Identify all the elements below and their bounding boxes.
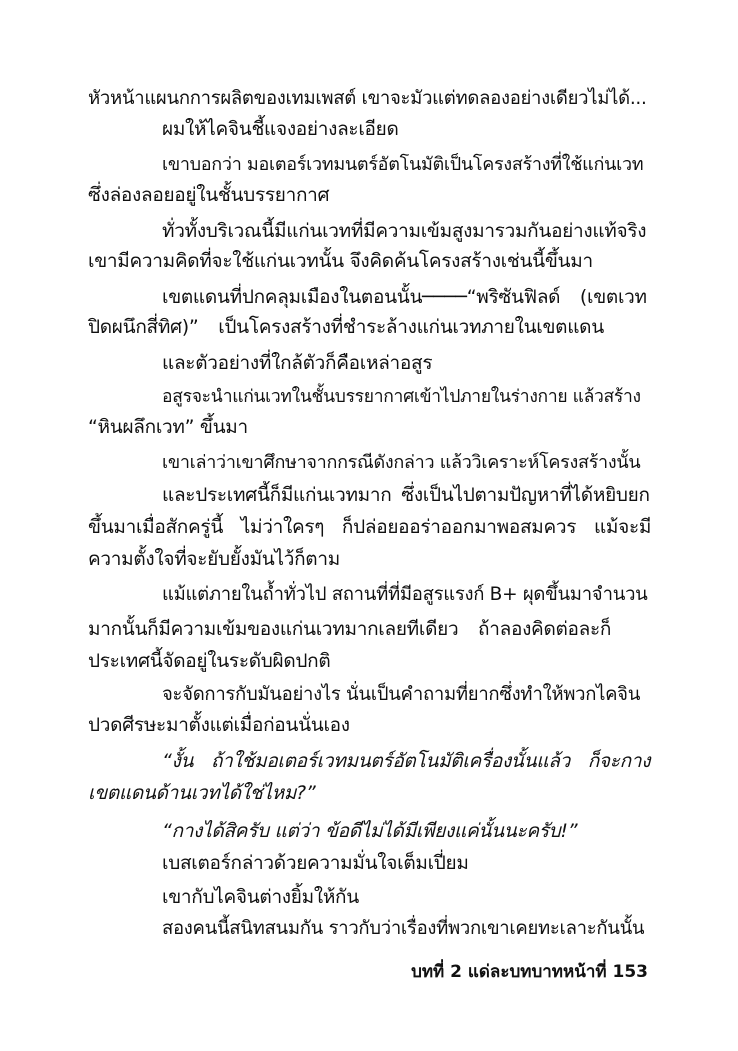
text-line: จะจัดการกับมันอย่างไร นั่นเป็นคำถามที่ยากซึ่งทำให้พวกไคจิน [162, 684, 641, 705]
text-line: ผมให้ไคจินชี้แจงอย่างละเอียด [162, 118, 399, 140]
text-line: ขึ้นมาเมื่อสักครู่นี้ ไม่ว่าใครๆ ก็ปล่อยออร่าออกมาพอสมควร แม้จะมี [88, 516, 652, 538]
text-line: เขามีความคิดที่จะใช้แก่นเวทนั้น จึงคิดค้นโครงสร้างเช่นนี้ขึ้นมา [88, 250, 593, 272]
page-footer: บทที่ 2 แด่ละบทบาทหน้าที่ 153 [411, 962, 648, 982]
text-line: ซึ่งล่องลอยอยู่ในชั้นบรรยากาศ [88, 184, 330, 206]
text-line: ปิดผนึกสี่ทิศ)” เป็นโครงสร้างที่ชำระล้างแก่นเวทภายในเขตแดน [88, 316, 604, 338]
text-line: “งั้น ถ้าใช้มอเตอร์เวทมนตร์อัตโนมัติเครื่องนั้นแล้ว ก็จะกาง [162, 750, 651, 772]
text-line: และตัวอย่างที่ใกล้ตัวก็คือเหล่าอสูร [162, 352, 433, 374]
text-line: เขตแดนด้านเวทได้ใช่ไหม?” [88, 782, 316, 804]
text-line: เบสเตอร์กล่าวด้วยความมั่นใจเต็มเปี่ยม [162, 852, 469, 874]
text-line: มากนั้นก็มีความเข้มของแก่นเวทมากเลยทีเดียว ถ้าลองคิดต่อละก็ [88, 618, 612, 640]
text-line: ปวดศีรษะมาตั้งแต่เมื่อก่อนนั่นเอง [88, 714, 350, 736]
text-line: สองคนนี้สนิทสนมกัน ราวกับว่าเรื่องที่พวกเขาเคยทะเลาะกันนั้น [162, 918, 645, 939]
text-line: ประเทศนี้จัดอยู่ในระดับผิดปกติ [88, 650, 331, 672]
text-line: เขาบอกว่า มอเตอร์เวทมนตร์อัตโนมัติเป็นโครงสร้างที่ใช้แก่นเวท [162, 154, 644, 175]
text-line: หัวหน้าแผนกการผลิตของเทมเพสต์ เขาจะมัวแต่ทดลองอย่างเดียวไม่ได้... [88, 88, 647, 109]
text-line: ความตั้งใจที่จะยับยั้งมันไว้ก็ตาม [88, 548, 340, 570]
text-line: “กางได้สิครับ แต่ว่า ข้อดีไม่ได้มีเพียงแค่นั้นนะครับ!” [162, 820, 578, 842]
text-line: แม้แต่ภายในถ้ำทั่วไป สถานที่ที่มีอสูรแรงก์ B+ ผุดขึ้นมาจำนวน [162, 584, 648, 605]
text-line: เขตแดนที่ปกคลุมเมืองในตอนนั้น────“พริซันฟิลด์ (เขตเวท [162, 286, 647, 308]
text-line: ทั่วทั้งบริเวณนี้มีแก่นเวทที่มีความเข้มสูงมารวมกันอย่างแท้จริง [162, 220, 647, 242]
text-line: “หินผลึกเวท” ขึ้นมา [88, 416, 248, 438]
text-line: เขากับไคจินต่างยิ้มให้กัน [162, 886, 359, 908]
text-line: เขาเล่าว่าเขาศึกษาจากกรณีดังกล่าว แล้ววิเคราะห์โครงสร้างนั้น [162, 452, 641, 473]
text-line: และประเทศนี้ก็มีแก่นเวทมาก ซึ่งเป็นไปตามปัญหาที่ได้หยิบยก [162, 484, 650, 506]
text-line: อสูรจะนำแก่นเวทในชั้นบรรยากาศเข้าไปภายในร่างกาย แล้วสร้าง [162, 387, 641, 407]
